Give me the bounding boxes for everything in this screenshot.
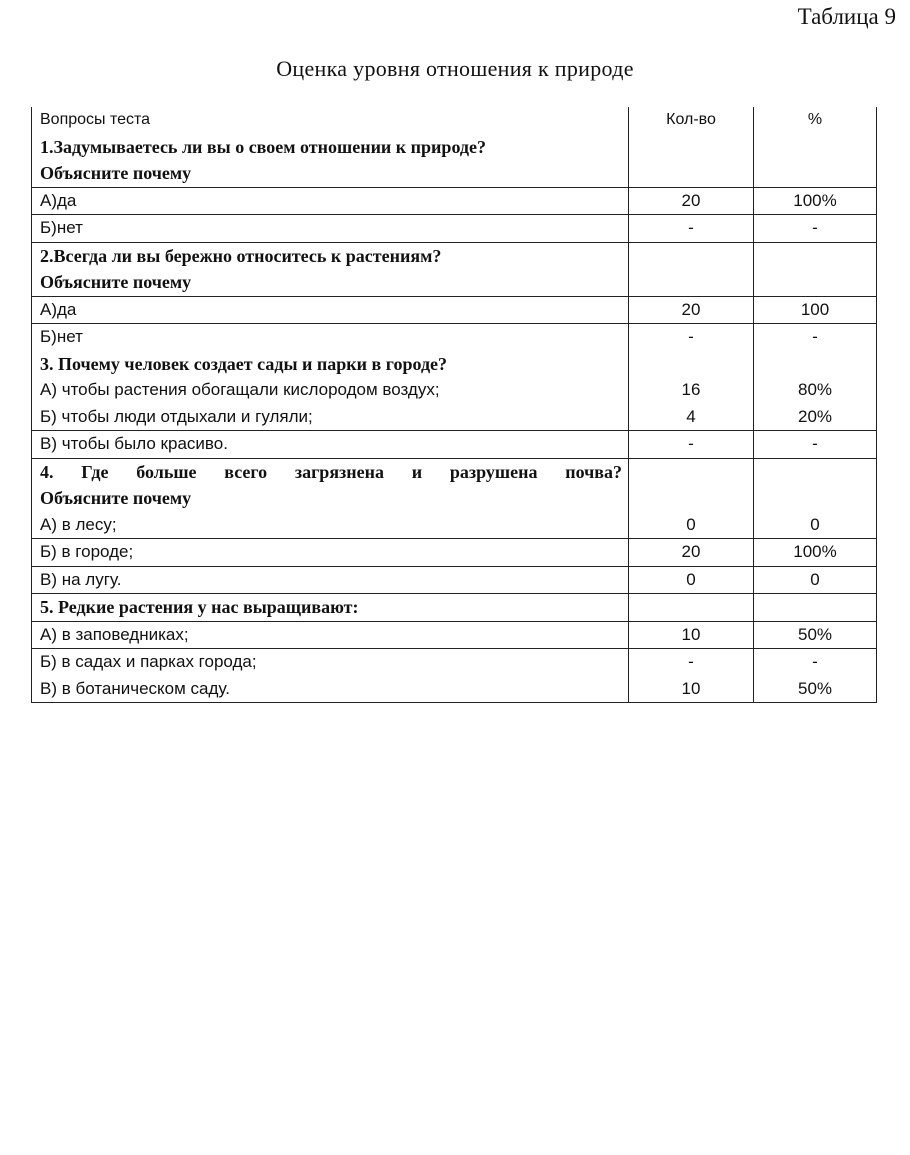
header-count: Кол-во <box>666 111 716 128</box>
question-row <box>31 243 877 297</box>
answer-label: Б) чтобы люди отдыхали и гуляли; <box>40 406 313 426</box>
answer-percent: 80% <box>797 380 833 399</box>
answer-count: - <box>688 327 694 346</box>
question-5-text: 5. Редкие растения у нас выращивают: <box>40 597 359 617</box>
question-2-text: 2.Всегда ли вы бережно относитесь к растениям? <box>40 245 442 266</box>
question-2-explain: Объясните почему <box>40 272 192 292</box>
answer-percent: 100% <box>793 542 837 561</box>
answer-label: В) на лугу. <box>40 569 122 589</box>
answer-label: В) в ботаническом саду. <box>40 678 230 698</box>
table-row <box>31 567 877 595</box>
answer-percent: 50% <box>797 678 833 698</box>
table-number: Таблица 9 <box>797 4 896 29</box>
answer-count: 20 <box>681 299 701 319</box>
answer-label: Б)нет <box>40 327 83 346</box>
answer-percent: 100% <box>793 190 837 210</box>
answer-percent: - <box>812 652 818 671</box>
table-row <box>31 539 877 567</box>
answer-label: А) в лесу; <box>40 514 117 534</box>
answer-count: 0 <box>686 514 696 534</box>
answer-count: 10 <box>681 678 701 698</box>
answer-percent: 50% <box>797 624 833 644</box>
question-4-text: 4. Где больше всего загрязнена и разрушена почва? <box>40 461 622 482</box>
question-row <box>31 594 877 622</box>
answer-count: - <box>688 652 694 671</box>
question-4-explain: Объясните почему <box>40 488 192 508</box>
table-row <box>31 324 877 431</box>
answer-count: 20 <box>681 190 701 210</box>
answer-count: - <box>688 218 694 237</box>
survey-table <box>31 107 877 703</box>
answer-label: А) в заповедниках; <box>40 624 189 644</box>
answer-percent: 100 <box>800 299 830 319</box>
table-row <box>31 215 877 243</box>
table-row <box>31 188 877 216</box>
answer-count: 0 <box>686 569 696 589</box>
table-row <box>31 297 877 325</box>
table-row <box>31 622 877 650</box>
header-percent: % <box>807 111 823 128</box>
answer-count: 20 <box>681 542 701 561</box>
answer-percent: - <box>812 434 818 453</box>
answer-label: Б) в садах и парках города; <box>40 652 257 671</box>
question-3-text: 3. Почему человек создает сады и парки в городе? <box>40 353 448 374</box>
table-row <box>31 431 877 459</box>
table-header-row <box>31 107 877 188</box>
answer-percent: 0 <box>810 514 820 534</box>
answer-label: Б) в городе; <box>40 542 134 561</box>
answer-label: А)да <box>40 190 77 210</box>
answer-percent: 20% <box>797 406 833 426</box>
answer-percent: - <box>812 327 818 346</box>
answer-count: 16 <box>681 380 701 399</box>
answer-count: - <box>688 434 694 453</box>
document-title: Оценка уровня отношения к природе <box>276 56 634 81</box>
header-questions: Вопросы теста <box>40 111 151 128</box>
answer-label: Б)нет <box>40 218 83 237</box>
table-row <box>31 649 877 703</box>
table-row <box>31 459 877 540</box>
answer-label: В) чтобы было красиво. <box>40 434 228 453</box>
answer-count: 4 <box>686 406 696 426</box>
answer-label: А) чтобы растения обогащали кислородом воздух; <box>40 380 440 399</box>
answer-percent: - <box>812 218 818 237</box>
answer-count: 10 <box>681 624 701 644</box>
question-1-explain: Объясните почему <box>40 163 192 183</box>
question-1-text: 1.Задумываетесь ли вы о своем отношении к природе? <box>40 136 487 157</box>
answer-percent: 0 <box>810 569 820 589</box>
answer-label: А)да <box>40 299 77 319</box>
